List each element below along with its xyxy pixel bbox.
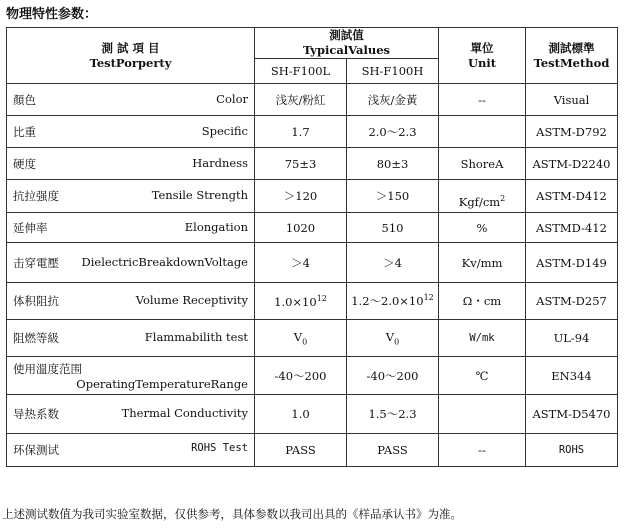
table-row: [7, 84, 618, 116]
property-name: [7, 395, 255, 434]
test-method: ASTM-D5470: [526, 395, 618, 434]
test-method: ROHS: [526, 434, 618, 467]
value-a: PASS: [255, 434, 347, 467]
test-method: ASTM-D412: [526, 180, 618, 213]
property-name: [7, 243, 255, 283]
value-b-base: 1.2～2.0×10: [351, 294, 424, 308]
property-name: [7, 283, 255, 320]
header-item-en: TestPorperty: [89, 55, 172, 70]
header-item-cn: 測 試 項 目: [101, 40, 160, 55]
value-a: ＞120: [255, 180, 347, 213]
header-typical-values: [255, 28, 439, 59]
table-row: [7, 357, 618, 395]
table-row: [7, 116, 618, 148]
property-name: [7, 213, 255, 243]
header-test-method: [526, 28, 618, 84]
property-name-en: Tensile Strength: [151, 188, 248, 202]
header-variant-a: SH-F100L: [255, 59, 347, 84]
table-row: [7, 243, 618, 283]
property-name-en: ROHS Test: [191, 442, 248, 454]
property-name-cn: 抗拉强度: [13, 189, 59, 203]
property-name-en: Hardness: [192, 155, 248, 170]
test-method: ASTM-D2240: [526, 148, 618, 180]
value-a: ＞4: [255, 243, 347, 283]
property-name: [7, 116, 255, 148]
property-name: [7, 84, 255, 116]
property-name-cn: 使用溫度范围: [13, 361, 82, 376]
test-method: ASTM-D792: [526, 116, 618, 148]
property-name: [7, 357, 255, 395]
property-name: [7, 180, 255, 213]
value-b: 2.0～2.3: [347, 116, 439, 148]
value-b: 510: [347, 213, 439, 243]
unit-exponent: 2: [500, 194, 506, 204]
section-heading: 物理特性参数：: [6, 7, 98, 22]
unit: W/mk: [439, 320, 526, 357]
unit: --: [439, 434, 526, 467]
property-name-en: Volume Receptivity: [135, 293, 248, 307]
header-row: [7, 28, 618, 59]
unit: [439, 180, 526, 213]
property-name-en: DielectricBreakdownVoltage: [81, 254, 248, 269]
header-typical-en: TypicalValues: [302, 43, 391, 57]
table-row: [7, 395, 618, 434]
value-b: 80±3: [347, 148, 439, 180]
header-unit-cn: 單位: [470, 40, 494, 55]
unit: %: [439, 213, 526, 243]
test-method: Visual: [526, 84, 618, 116]
unit: ℃: [439, 357, 526, 395]
test-method: ASTMD-412: [526, 213, 618, 243]
unit: Kv/mm: [439, 243, 526, 283]
property-name-cn: 体积阻抗: [13, 294, 59, 308]
header-variant-b: SH-F100H: [347, 59, 439, 84]
table-row: [7, 434, 618, 467]
table-row: [7, 283, 618, 320]
value-b-subscript: 0: [394, 337, 400, 347]
property-name-cn: 顏色: [13, 92, 36, 107]
value-b: -40～200: [347, 357, 439, 395]
header-typical-cn: 測試值: [329, 28, 364, 42]
property-name-cn: 延伸率: [13, 220, 48, 235]
property-name-en: Flammabilith test: [144, 330, 248, 344]
property-name-en: Elongation: [184, 219, 248, 234]
header-method-cn: 測試標準: [548, 40, 595, 55]
properties-table: [6, 27, 618, 467]
unit: [439, 116, 526, 148]
property-name-cn: 比重: [13, 124, 36, 139]
property-name-cn: 击穿電壓: [13, 255, 59, 270]
value-b: 浅灰/金黃: [347, 84, 439, 116]
property-name: [7, 148, 255, 180]
property-name-cn: 导热系数: [13, 407, 59, 421]
value-b: 1.5～2.3: [347, 395, 439, 434]
table-row: [7, 148, 618, 180]
value-b: [347, 320, 439, 357]
test-method: UL-94: [526, 320, 618, 357]
value-b: [347, 283, 439, 320]
value-b: ＞4: [347, 243, 439, 283]
property-name-en: Thermal Conductivity: [121, 406, 248, 420]
value-a: 浅灰/粉紅: [255, 84, 347, 116]
header-unit-en: Unit: [467, 55, 497, 70]
test-method: ASTM-D257: [526, 283, 618, 320]
unit-text: Kgf/cm: [458, 195, 501, 209]
value-a: 1.7: [255, 116, 347, 148]
property-name-cn: 硬度: [13, 156, 36, 171]
property-name-en: OperatingTemperatureRange: [76, 376, 248, 391]
value-a: 75±3: [255, 148, 347, 180]
unit: --: [439, 84, 526, 116]
table-row: [7, 213, 618, 243]
test-method: ASTM-D149: [526, 243, 618, 283]
value-b-base: V: [385, 329, 395, 344]
property-name-cn: 阻燃等級: [13, 331, 59, 345]
value-b-exponent: 12: [423, 293, 434, 303]
value-a: 1020: [255, 213, 347, 243]
property-name: [7, 320, 255, 357]
table-row: [7, 320, 618, 357]
footnote: 上述测试数值为我司实验室数据，仅供参考，具体参数以我司出具的《样品承认书》为准。: [2, 507, 462, 521]
property-name: [7, 434, 255, 467]
header-unit: [439, 28, 526, 84]
property-name-cn: 环保测试: [13, 443, 59, 457]
property-name-en: Specific: [201, 123, 248, 138]
value-a-exponent: 12: [316, 293, 327, 303]
header-method-en: TestMethod: [533, 55, 610, 70]
header-test-property: [7, 28, 255, 84]
value-a: -40～200: [255, 357, 347, 395]
value-b: PASS: [347, 434, 439, 467]
value-a: [255, 320, 347, 357]
property-name-en: Color: [216, 91, 248, 106]
unit: [439, 395, 526, 434]
unit: ShoreA: [439, 148, 526, 180]
test-method: EN344: [526, 357, 618, 395]
value-a-base: 1.0×10: [274, 294, 317, 309]
value-a: 1.0: [255, 395, 347, 434]
value-a-base: V: [293, 329, 303, 344]
value-a-subscript: 0: [302, 337, 308, 347]
unit: Ω・cm: [439, 283, 526, 320]
value-b: ＞150: [347, 180, 439, 213]
table-row: [7, 180, 618, 213]
value-a: [255, 283, 347, 320]
